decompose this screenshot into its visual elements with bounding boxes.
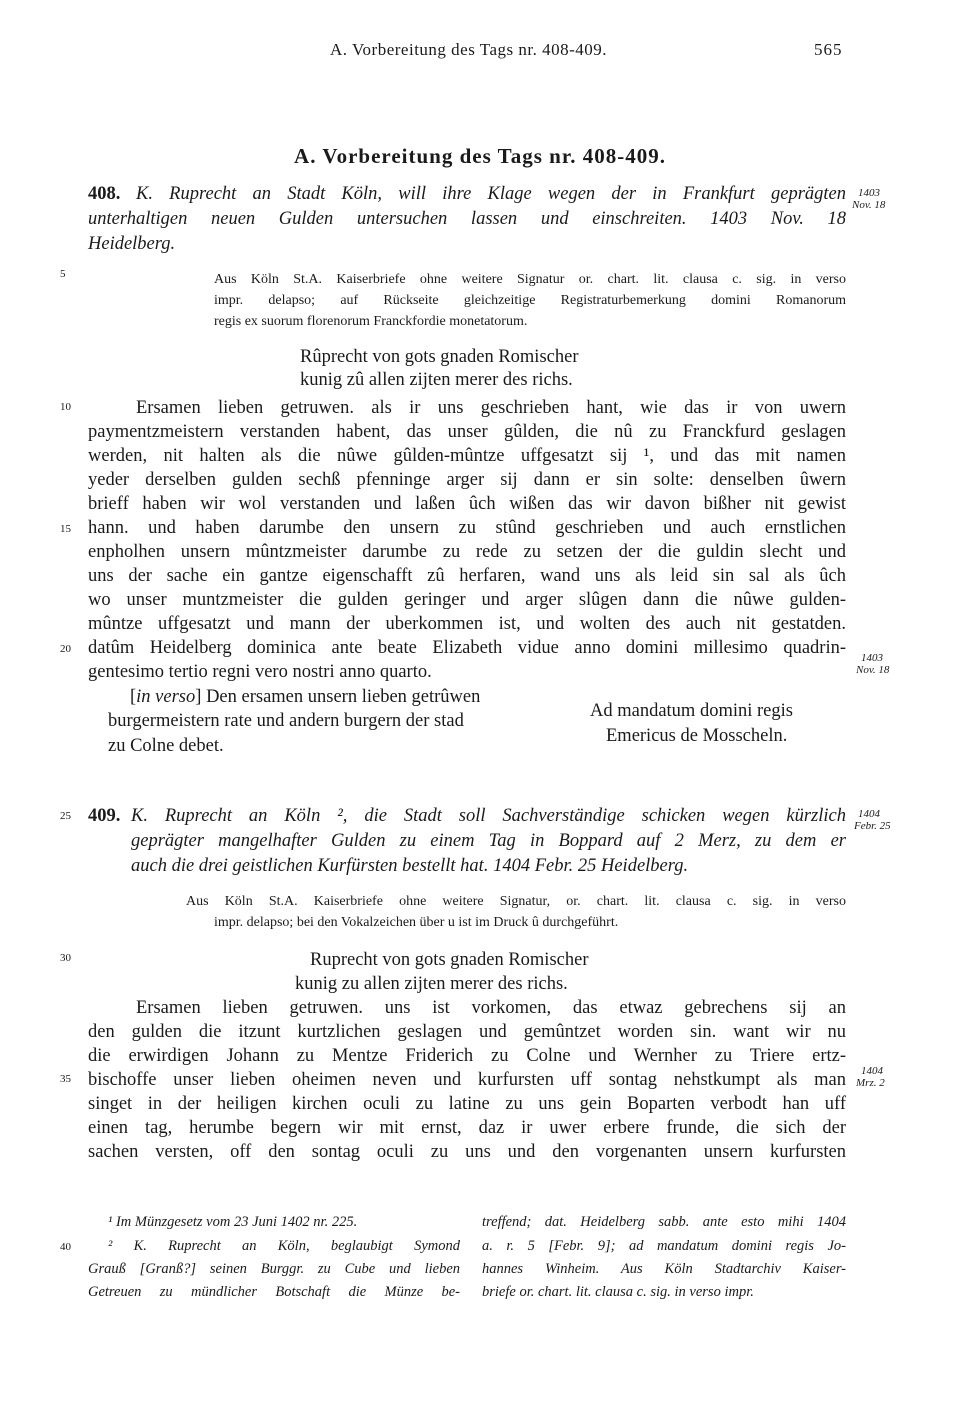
line-number: 10 [60,401,71,413]
footnote-line: Grauß [Granß?] seinen Burggr. zu Cube und lieben [88,1261,460,1277]
doc-heading-line: unterhaltigen neuen Gulden untersuchen lassen und einschreiten. 1403 Nov. 18 [88,209,846,229]
intitulatio-line: kunig zû allen zijten merer des richs. [300,370,573,390]
margin-date [852,187,886,212]
text-line: uns der sache ein gantze eigenschafft zû herfaren, wand uns als leid sin sal als ûch [88,566,846,586]
address-text: Den ersamen unsern lieben getrûwen [206,687,481,707]
text-line: mûntze uffgesatzt und mann der uberkommen ist, und wolten des auch nit gestatden. [88,614,846,634]
source-note-line: impr. delapso; bei den Vokalzeichen über u ist im Druck û durchgeführt. [214,915,619,930]
mandate-line: Emericus de Mosscheln. [606,726,788,746]
margin-date-day: Nov. 18 [852,199,886,212]
text-line: yeder derselben gulden sechß pfenninge arger sij dann er sin solte: denselben ûwern [88,470,846,490]
doc-heading-line: auch die drei geistlichen Kurfürsten bestellt hat. 1404 Febr. 25 Heidelberg. [131,856,689,876]
running-head-title: A. Vorbereitung des Tags nr. 408-409. [330,40,608,59]
margin-date-year: 1404 [861,1065,883,1077]
margin-date-year: 1404 [858,808,880,820]
section-title: A. Vorbereitung des Tags nr. 408-409. [294,144,666,168]
intitulatio-line: kunig zu allen zijten merer des richs. [295,974,568,994]
footnote-line: hannes Winheim. Aus Köln Stadtarchiv Kaiser- [482,1261,846,1277]
margin-date [854,808,891,833]
mandate-line: Ad mandatum domini regis [590,701,793,721]
text-line: Ersamen lieben getruwen. uns ist vorkomen, das etwaz gebrechens sij an [136,998,846,1018]
doc-number-label: 408. [88,184,121,204]
source-note-line: Aus Köln St.A. Kaiserbriefe ohne weitere Signatur, or. chart. lit. clausa c. sig. in verso [186,894,846,909]
doc-number [88,183,120,205]
line-number: 20 [60,643,71,655]
line-number: 5 [60,268,66,280]
margin-date-day: Nov. 18 [856,664,890,677]
text-line: wo unser muntzmeister die gulden geringer und arger slûgen dann die nûwe gulden- [88,590,846,610]
doc-heading-line: geprägter mangelhafter Gulden zu einem Tag in Boppard auf 2 Merz, zu dem er [131,831,846,851]
footnote-line: Getreuen zu mündlicher Botschaft die Münze be- [88,1284,460,1300]
text-line: enpholhen unsern mûntzmeister darumbe zu rede zu setzen der die guldin slecht und [88,542,846,562]
doc-heading-line: Heidelberg. [88,234,176,254]
source-note-line: Aus Köln St.A. Kaiserbriefe ohne weitere Signatur or. chart. lit. clausa c. sig. in verso [214,272,846,287]
footnote-line: briefe or. chart. lit. clausa c. sig. in verso impr. [482,1284,754,1300]
text-line: einen tag, herumbe begern wir mit ernst, daz ir uwer erbere frunde, die sich der [88,1118,846,1138]
margin-date-day: Mrz. 2 [856,1077,885,1090]
footnote-line: treffend; dat. Heidelberg sabb. ante esto mihi 1404 [482,1214,846,1230]
footnote-line: ² K. Ruprecht an Köln, beglaubigt Symond [108,1238,460,1254]
doc-number-label: 409. [88,806,121,826]
text-line: werden, nit halten als die nûwe gûlden-mûntze uffgesatzt sij ¹, und das mit namen [88,446,846,466]
intitulatio-line: Rûprecht von gots gnaden Romischer [300,347,579,367]
address-line: burgermeistern rate und andern burgern der stad [108,711,464,731]
text-line: Ersamen lieben getruwen. als ir uns geschrieben hant, wie das ir von uwern [136,398,846,418]
text-line: paymentzmeistern verstanden habent, das unser gûlden, die nû zu Franckfurd geslagen [88,422,846,442]
doc-heading-line: K. Ruprecht an Köln ², die Stadt soll Sachverständige schicken wegen kürzlich [131,806,846,826]
text-line: brieff haben wir wol verstanden und laßen ûch wißen das wir davon bißher nit gewist [88,494,846,514]
line-number: 30 [60,952,71,964]
address-line: [in verso] Den ersamen unsern lieben getrûwen [130,687,481,707]
address-line: zu Colne debet. [108,736,224,756]
intitulatio-line: Ruprecht von gots gnaden Romischer [310,950,589,970]
text-line: datûm Heidelberg dominica ante beate Elizabeth vidue anno domini millesimo quadrin- [88,638,846,658]
text-line: sachen versten, off den sontag oculi zu uns und den vorgenanten unsern kurfursten [88,1142,846,1162]
line-number: 15 [60,523,71,535]
margin-date-year: 1403 [861,652,883,664]
footnote-line: ¹ Im Münzgesetz vom 23 Juni 1402 nr. 225. [108,1214,358,1230]
text-line: gentesimo tertio regni vero nostri anno quarto. [88,662,432,682]
doc-number [88,805,120,827]
doc-heading-line: K. Ruprecht an Stadt Köln, will ihre Klage wegen der in Frankfurt geprägten [136,184,846,204]
text-line: singet in der heiligen kirchen oculi zu latine zu uns gein Boparten verbodt han uff [88,1094,846,1114]
address-label: in verso [136,687,196,707]
margin-date [856,1065,885,1089]
footnote-line: a. r. 5 [Febr. 9]; ad mandatum domini regis Jo- [482,1238,846,1254]
margin-date [856,652,889,676]
page-number: 565 [814,40,843,59]
text-line: hann. und haben darumbe den unsern zu stûnd geschrieben und auch ernstlichen [88,518,846,538]
margin-date-day: Febr. 25 [854,820,891,833]
margin-date-year: 1403 [858,187,880,199]
text-line: die erwirdigen Johann zu Mentze Friderich zu Colne und Wernher zu Triere ertz- [88,1046,846,1066]
source-note-line: impr. delapso; auf Rückseite gleichzeitige Registraturbemerkung domini Romanorum [214,293,846,308]
line-number: 40 [60,1241,71,1253]
text-line: den gulden die itzunt kurtzlichen geslagen und gemûntzet worden sin. want wir nu [88,1022,846,1042]
line-number: 25 [60,810,71,822]
line-number: 35 [60,1073,71,1085]
source-note-line: regis ex suorum florenorum Franckfordie monetatorum. [214,314,528,329]
text-line: bischoffe unser lieben oheimen neven und kurfursten uff sontag nehstkumpt als man [88,1070,846,1090]
